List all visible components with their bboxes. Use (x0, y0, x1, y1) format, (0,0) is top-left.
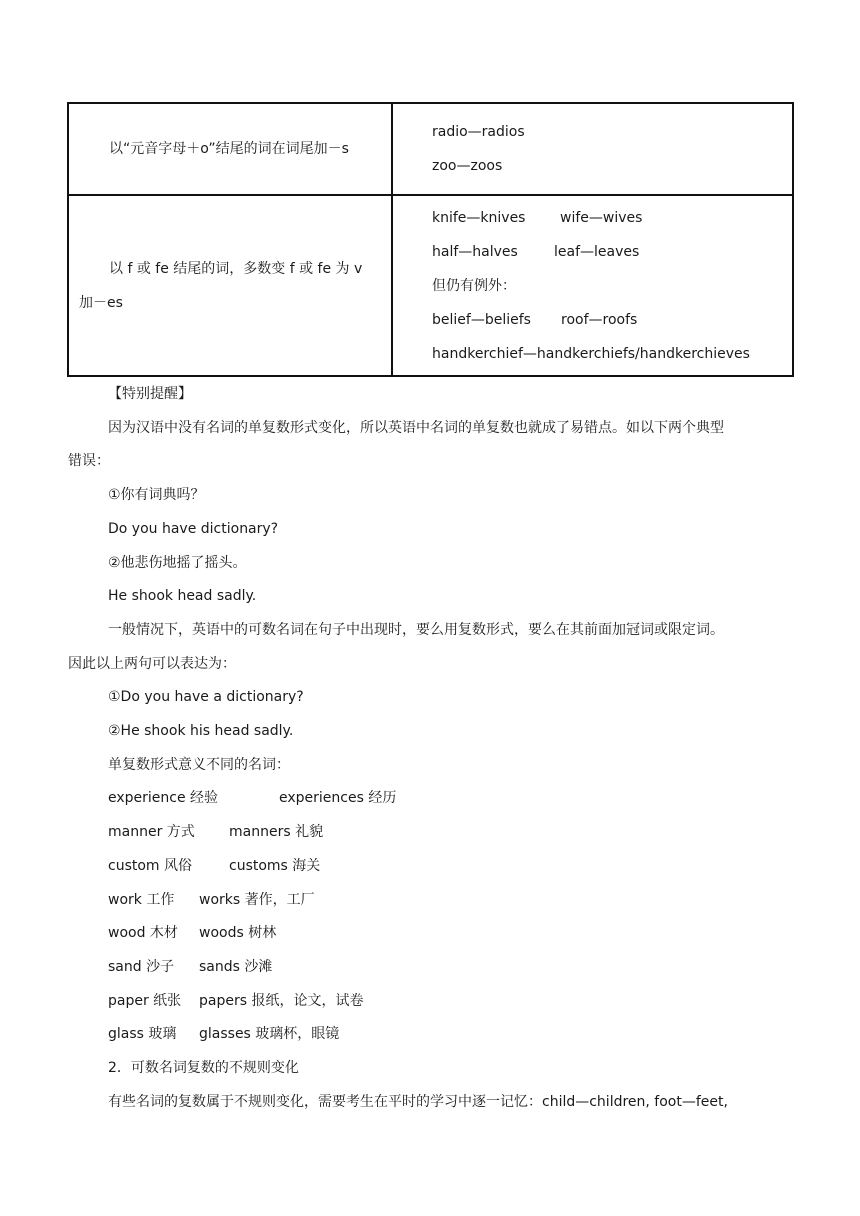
example-line: 但仍有例外： (432, 277, 516, 294)
word-pair (68, 951, 790, 985)
rule-text-cont: 加－es (79, 294, 123, 311)
corrected-sentence: ①Do you have a dictionary? (108, 689, 304, 706)
word-singular: custom 风俗 (108, 857, 193, 874)
example-cn: ②他悲伤地摇了摇头。 (108, 554, 247, 571)
table-row (68, 103, 793, 195)
example-line (432, 201, 786, 235)
example-b: wife—wives (560, 209, 643, 226)
examples-cell (392, 195, 793, 376)
word-plural: glasses 玻璃杯，眼镜 (199, 1026, 340, 1043)
paragraph: 一般情况下，英语中的可数名词在句子中出现时，要么用复数形式，要么在其前面加冠词或限定词。 (108, 621, 724, 638)
example-en: Do you have dictionary? (108, 520, 279, 537)
paragraph: 因为汉语中没有名词的单复数形式变化，所以英语中名词的单复数也就成了易错点。如以下两个典型 (108, 419, 724, 436)
paragraph-cont: 错误： (68, 453, 110, 470)
corrected-sentence: ②He shook his head sadly. (108, 723, 294, 740)
paragraph: 有些名词的复数属于不规则变化，需要考生在平时的学习中逐一记忆：child—children, foot—feet, (108, 1093, 728, 1110)
word-plural: customs 海关 (229, 857, 321, 874)
example-line (432, 303, 786, 337)
example-b: leaf—leaves (554, 243, 640, 260)
example-line: radio—radios (432, 124, 525, 140)
word-pair (68, 816, 790, 850)
word-pair (68, 850, 790, 884)
section-heading: 【特别提醒】 (108, 386, 192, 402)
example-a: belief—beliefs (432, 311, 531, 328)
word-singular: manner 方式 (108, 824, 195, 841)
word-plural: works 著作，工厂 (199, 891, 315, 908)
word-pair (68, 884, 790, 918)
examples-cell (392, 103, 793, 195)
word-singular: wood 木材 (108, 925, 178, 942)
main-text (68, 378, 790, 1119)
rule-text: 以“元音字母＋o”结尾的词在词尾加－s (109, 141, 349, 157)
word-plural: sands 沙滩 (199, 958, 273, 975)
word-singular: sand 沙子 (108, 958, 175, 975)
word-singular: paper 纸张 (108, 992, 182, 1009)
paragraph-cont: 因此以上两句可以表达为： (68, 655, 236, 672)
word-plural: woods 树林 (199, 925, 277, 942)
word-plural: manners 礼貌 (229, 824, 324, 841)
word-plural: papers 报纸，论文，试卷 (199, 992, 364, 1009)
rule-cell (68, 103, 392, 195)
word-pair (68, 1018, 790, 1052)
table-row (68, 195, 793, 376)
word-plural: experiences 经历 (279, 790, 397, 807)
word-pair (68, 917, 790, 951)
word-singular: work 工作 (108, 891, 175, 908)
example-line: handkerchief—handkerchiefs/handkerchieves (432, 345, 750, 362)
section-title: 2．可数名词复数的不规则变化 (108, 1060, 299, 1077)
example-cn: ①你有词典吗？ (108, 487, 205, 504)
example-a: half—halves (432, 243, 518, 260)
example-line: zoo—zoos (432, 158, 503, 174)
example-en: He shook head sadly. (108, 588, 257, 605)
word-pair (68, 782, 790, 816)
plural-rules-table (67, 102, 794, 377)
example-b: roof—roofs (561, 311, 638, 328)
rule-text: 以 f 或 fe 结尾的词，多数变 f 或 fe 为 v (109, 260, 363, 277)
word-pair (68, 985, 790, 1019)
rule-cell (68, 195, 392, 376)
subheading: 单复数形式意义不同的名词： (108, 756, 290, 773)
example-line (432, 235, 786, 269)
word-singular: glass 玻璃 (108, 1026, 177, 1043)
word-singular: experience 经验 (108, 790, 219, 807)
example-a: knife—knives (432, 209, 526, 226)
